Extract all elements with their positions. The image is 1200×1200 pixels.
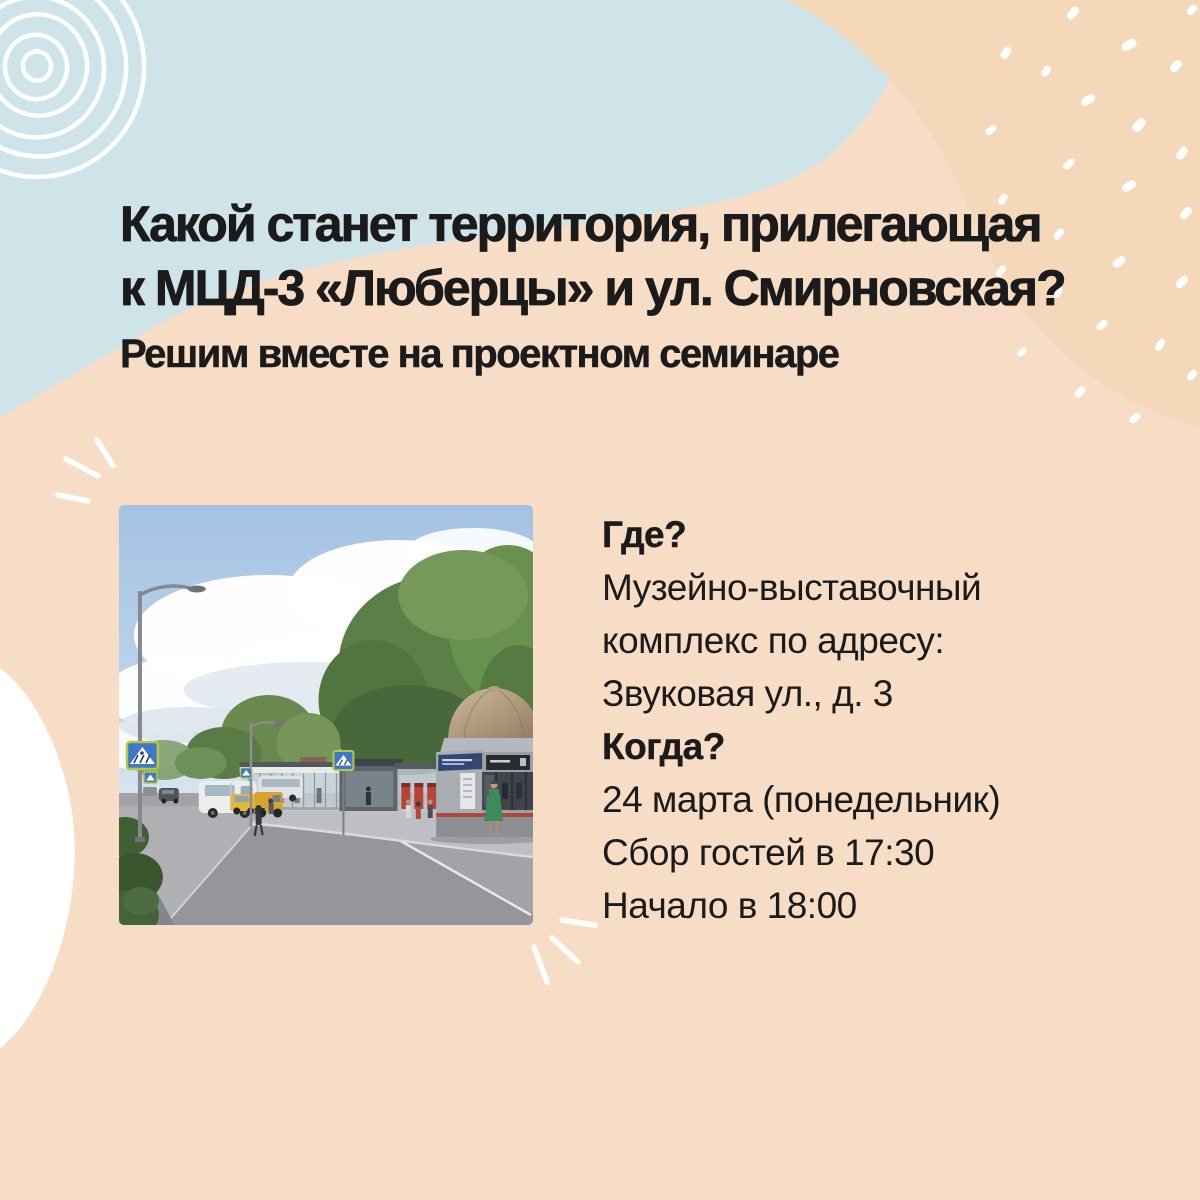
where-line: комплекс по адресу: bbox=[602, 620, 945, 661]
where-line: Звуковая ул., д. 3 bbox=[602, 673, 893, 714]
crosswalk-sign-small bbox=[241, 768, 252, 778]
where-line: Музейно-выставочный bbox=[602, 567, 982, 608]
when-line: Начало в 18:00 bbox=[602, 885, 857, 926]
title-line-1: Какой станет территория, прилегающая bbox=[120, 196, 1041, 252]
page-title bbox=[120, 192, 1130, 320]
station-street-photo bbox=[119, 505, 533, 925]
white-blob-shape bbox=[0, 668, 75, 1048]
sparkle-doodle-bottom bbox=[534, 920, 595, 982]
title-line-2: к МЦД-3 «Люберцы» и ул. Смирновская? bbox=[120, 260, 1065, 316]
when-label: Когда? bbox=[602, 726, 725, 767]
when-line: 24 марта (понедельник) bbox=[602, 779, 1001, 820]
when-line: Сбор гостей в 17:30 bbox=[602, 832, 935, 873]
event-details bbox=[602, 508, 1122, 932]
sparkle-doodle-top bbox=[58, 440, 113, 501]
where-label: Где? bbox=[602, 514, 687, 555]
subtitle: Решим вместе на проектном семинаре bbox=[120, 332, 839, 376]
